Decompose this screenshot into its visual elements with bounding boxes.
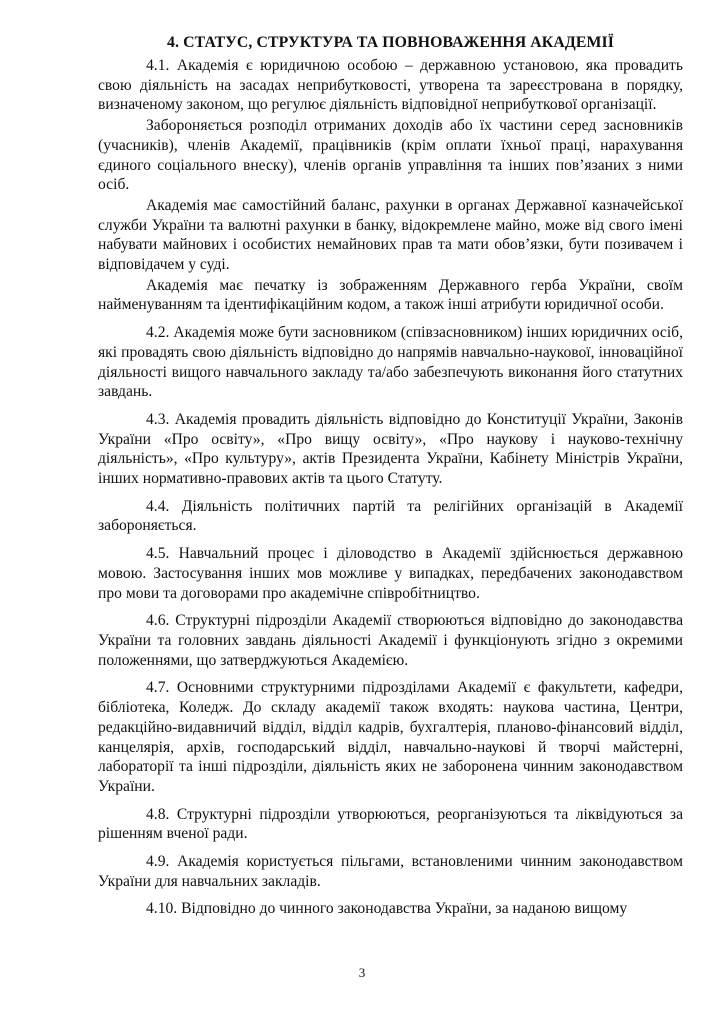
paragraph-4-2: 4.2. Академія може бути засновником (співзасновником) інших юридичних осіб, які провадять свою діяльність відповідно до напрямів навчально-наукової, інноваційної діяльності вищого навчального закладу та/або забезпечують виконання його статутних завдань.	[98, 324, 683, 401]
paragraph-4-5: 4.5. Навчальний процес і діловодство в Академії здійснюється державною мовою. Застосування інших мов можливе у випадках, передбачених законодавством про мови та договорами про академічне співробітництво.	[98, 545, 683, 602]
section-heading: 4. СТАТУС, СТРУКТУРА ТА ПОВНОВАЖЕННЯ АКАДЕМІЇ	[167, 34, 614, 51]
paragraph-4-8: 4.8. Структурні підрозділи утворюються, реорганізуються та ліквідуються за рішенням вченої ради.	[98, 805, 683, 843]
paragraph-4-10: 4.10. Відповідно до чинного законодавства України, за наданою вищому	[146, 900, 628, 918]
page-number: 3	[358, 965, 366, 980]
paragraph-4-7: 4.7. Основними структурними підрозділами Академії є факультети, кафедри, бібліотека, Коледж. До складу академії також входять: наукова частина, Центри, редакційно-видавничий відділ, відділ кадрів, бухгалтерія, планово-фінансовий відділ, канцелярія, архів, господарський відділ, навчально-наукові й творчі майстерні, лабораторії та інші підрозділи, діяльність яких не заборонена чинним законодавством України.	[98, 679, 683, 795]
paragraph-4-4: 4.4. Діяльність політичних партій та релігійних організацій в Академії забороняється.	[98, 497, 683, 535]
paragraph-4-1-balance-accounts: Академія має самостійний баланс, рахунки в органах Державної казначейської служби України та валютні рахунки в банку, відокремлене майно, може від свого імені набувати майнових і особистих немайнових прав та мати обов’язки, бути позивачем і відповідачем у суді.	[98, 196, 683, 274]
paragraph-4-3: 4.3. Академія провадить діяльність відповідно до Конституції України, Законів України «Про освіту», «Про вищу освіту», «Про наукову і науково-технічну діяльність», «Про культуру», актів Президента України, Кабінету Міністрів України, інших нормативно-правових актів та цього Статуту.	[98, 410, 683, 488]
paragraph-4-1-income-distribution: Забороняється розподіл отриманих доходів або їх частини серед засновників (учасників), членів Академії, працівників (крім оплати їхньої праці, нарахування єдиного соціального внеску), членів органів управління та інших пов’язаних з ними осіб.	[98, 117, 683, 194]
paragraph-4-9: 4.9. Академія користується пільгами, встановленими чинним законодавством України для навчальних закладів.	[98, 853, 683, 890]
paragraph-4-1-seal: Академія має печатку із зображенням Державного герба України, своїм найменуванням та ідентифікаційним кодом, а також інші атрибути юридичної особи.	[98, 276, 683, 314]
paragraph-4-6: 4.6. Структурні підрозділи Академії створюються відповідно до законодавства України та головних завдань діяльності Академії і функціонують згідно з окремими положеннями, що затверджуються Академією.	[98, 612, 683, 669]
paragraph-4-1: 4.1. Академія є юридичною особою – державною установою, яка провадить свою діяльність на засадах неприбутковості, утворена та зареєстрована в порядку, визначеному законом, що регулює діяльність відповідної неприбуткової організації.	[98, 57, 683, 114]
page-content	[98, 33, 683, 919]
